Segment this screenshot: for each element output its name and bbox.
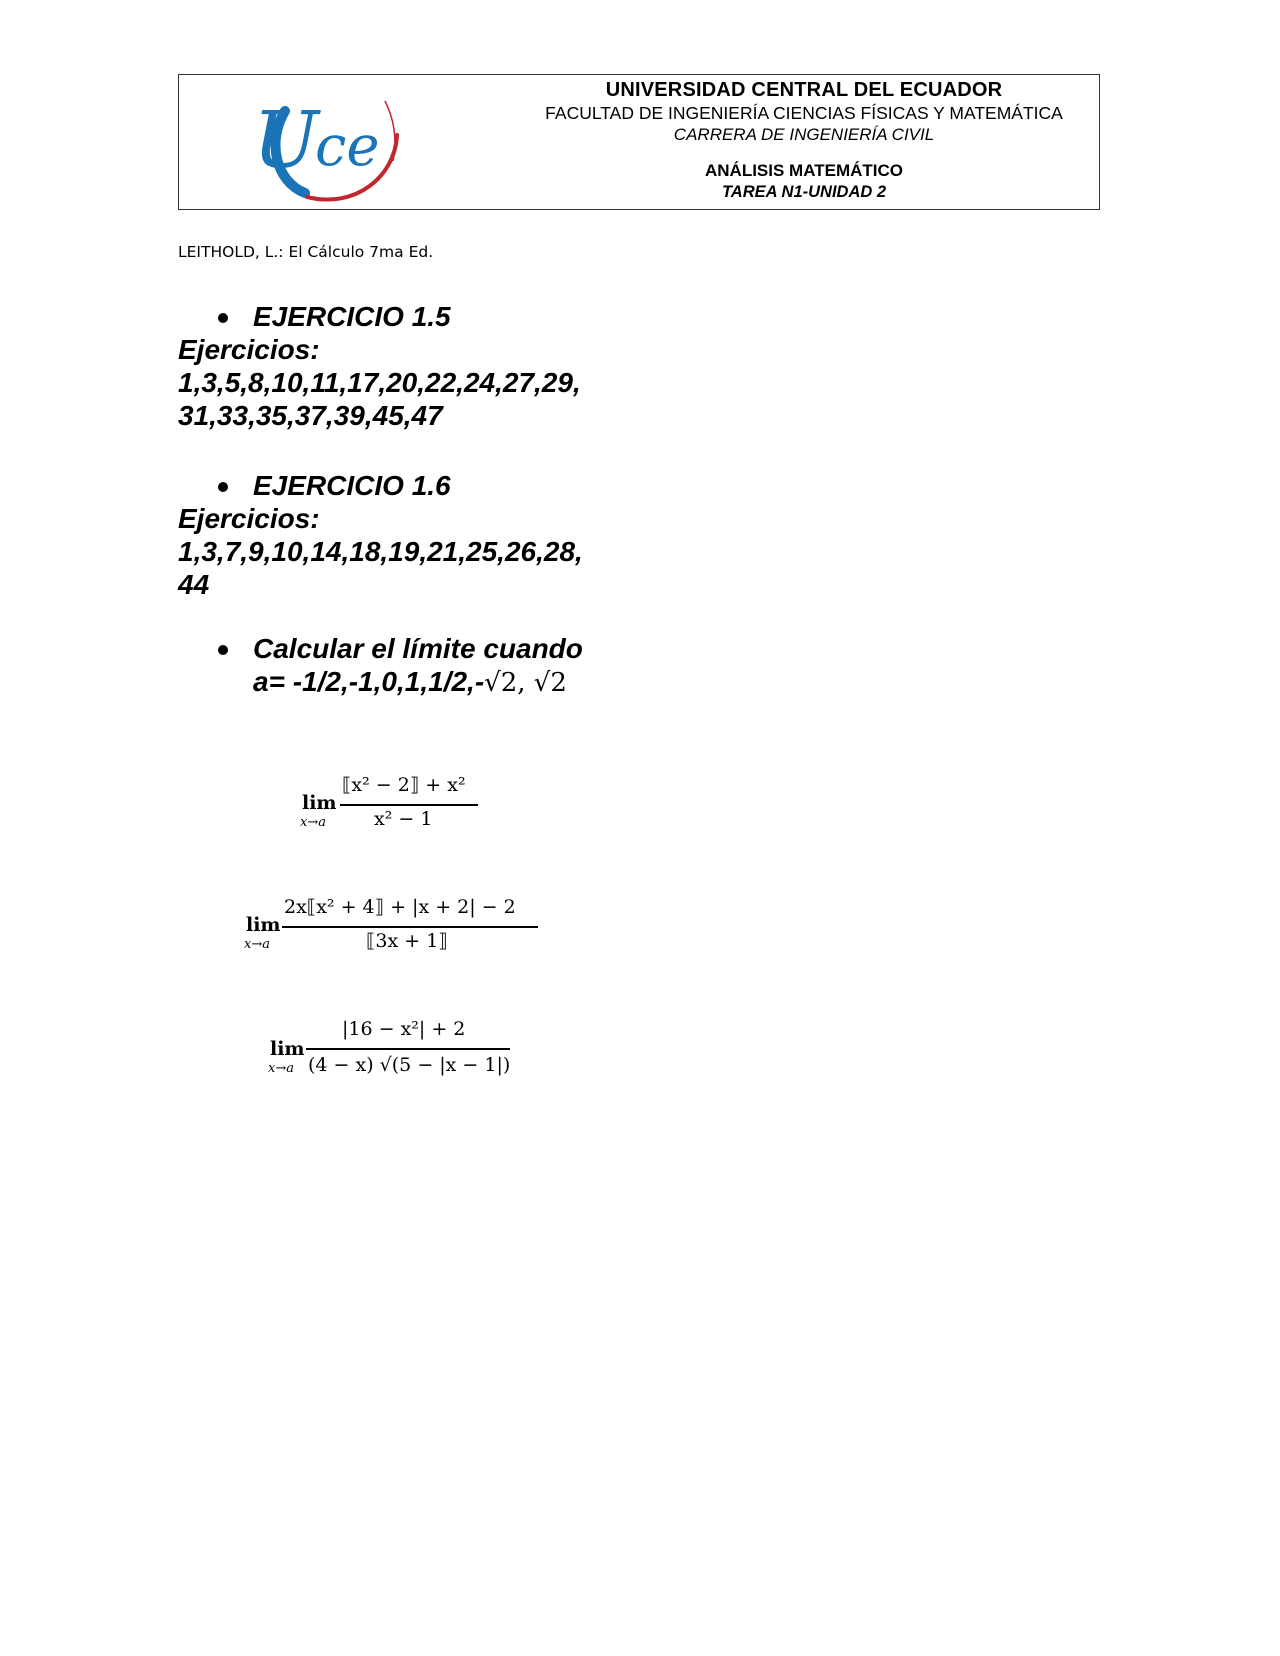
uce-logo-icon <box>245 81 415 205</box>
section-label: Ejercicios: <box>178 334 320 365</box>
task-name: TAREA N1-UNIDAD 2 <box>721 183 887 201</box>
university-name: UNIVERSIDAD CENTRAL DEL ECUADOR <box>605 79 1003 101</box>
faculty-name: FACULTAD DE INGENIERÍA CIENCIAS FÍSICAS Y MATEMÁTICA <box>545 103 1063 123</box>
university-logo <box>245 81 415 205</box>
bullet-icon <box>218 313 228 323</box>
section-label: Ejercicios: <box>178 503 320 534</box>
lim-subscript: x→a <box>244 937 270 952</box>
section-title: EJERCICIO 1.6 <box>253 470 451 501</box>
section-title: EJERCICIO 1.5 <box>253 301 451 332</box>
bullet-icon <box>218 645 228 655</box>
fraction-denominator: ⟦3x + 1⟧ <box>366 930 448 952</box>
exercise-list-line: 1,3,7,9,10,14,18,19,21,25,26,28, <box>178 536 583 567</box>
lim-subscript: x→a <box>268 1061 294 1076</box>
fraction-bar <box>282 926 538 928</box>
subject-name: ANÁLISIS MATEMÁTICO <box>704 161 903 180</box>
bullet-icon <box>218 482 228 492</box>
lim-operator: lim <box>302 792 337 814</box>
exercise-list-line: 1,3,5,8,10,11,17,20,22,24,27,29, <box>178 367 581 398</box>
limit-expression-1 <box>300 770 500 840</box>
limit-task-values: a= -1/2,-1,0,1,1/2,- <box>253 666 485 697</box>
section-limit-task <box>178 632 583 700</box>
lim-operator: lim <box>270 1038 305 1060</box>
section-ejercicio-1-5 <box>178 300 581 432</box>
limit-task-title: Calcular el límite cuando <box>253 633 583 664</box>
section-ejercicio-1-6 <box>178 469 583 601</box>
limit-expression-3 <box>268 1014 528 1090</box>
fraction-denominator: x² − 1 <box>374 808 433 830</box>
document-header <box>178 74 1100 210</box>
limit-expression-2 <box>244 892 544 962</box>
svg-text:U: U <box>253 96 319 186</box>
limit-task-sqrt-values: √2, √2 <box>484 668 567 698</box>
fraction-bar <box>340 804 478 806</box>
lim-operator: lim <box>246 914 281 936</box>
bibliography-reference: LEITHOLD, L.: El Cálculo 7ma Ed. <box>178 243 434 261</box>
lim-subscript: x→a <box>300 815 326 830</box>
exercise-list-line: 44 <box>178 569 210 600</box>
fraction-numerator: ⟦x² − 2⟧ + x² <box>342 774 466 796</box>
fraction-numerator: |16 − x²| + 2 <box>342 1018 466 1040</box>
fraction-bar <box>306 1048 510 1050</box>
exercise-list-line: 31,33,35,37,39,45,47 <box>178 400 443 431</box>
fraction-numerator: 2x⟦x² + 4⟧ + |x + 2| − 2 <box>284 896 516 918</box>
fraction-denominator: (4 − x) √(5 − |x − 1|) <box>308 1054 511 1076</box>
header-text-block <box>509 78 1099 202</box>
career-name: CARRERA DE INGENIERÍA CIVIL <box>673 125 935 144</box>
svg-text:ce: ce <box>315 114 380 179</box>
